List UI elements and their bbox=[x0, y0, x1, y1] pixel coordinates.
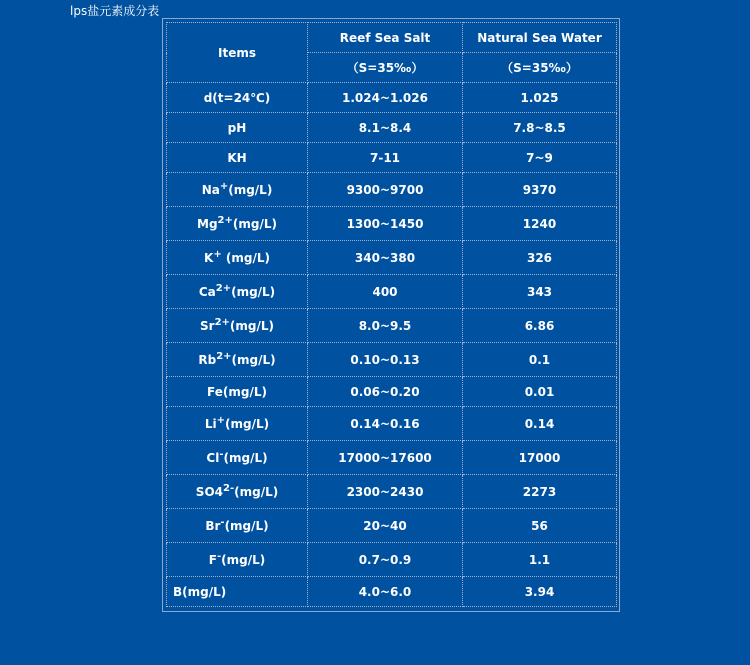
item-label-superscript: + bbox=[219, 180, 229, 192]
natural-sea-water-value: 7~9 bbox=[463, 143, 617, 173]
natural-sea-water-value: 1.1 bbox=[463, 543, 617, 577]
item-label-base: Fe(mg/L) bbox=[207, 384, 267, 399]
natural-sea-water-value: 0.14 bbox=[463, 407, 617, 441]
item-label-base: F bbox=[208, 552, 217, 567]
item-label bbox=[167, 83, 308, 113]
table-row bbox=[167, 509, 617, 543]
table-row bbox=[167, 275, 617, 309]
reef-sea-salt-value: 0.06~0.20 bbox=[308, 377, 463, 407]
item-label bbox=[167, 543, 308, 577]
item-label-base: Mg bbox=[197, 216, 218, 231]
item-label-base: Rb bbox=[198, 352, 217, 367]
item-label-superscript: - bbox=[219, 448, 224, 460]
header-items: Items bbox=[167, 23, 308, 83]
natural-sea-water-value: 7.8~8.5 bbox=[463, 113, 617, 143]
item-label-base: Ca bbox=[198, 284, 216, 299]
item-label-base: pH bbox=[227, 120, 247, 135]
reef-sea-salt-value: 8.0~9.5 bbox=[308, 309, 463, 343]
item-label-base: d(t=24℃) bbox=[203, 90, 271, 105]
item-label-unit: (mg/L) bbox=[234, 484, 279, 499]
table-row bbox=[167, 377, 617, 407]
reef-sea-salt-value: 0.7~0.9 bbox=[308, 543, 463, 577]
item-label-superscript: 2- bbox=[223, 482, 235, 494]
item-label-superscript: 2+ bbox=[215, 282, 232, 294]
page-title: lps盐元素成分表 bbox=[70, 4, 160, 18]
natural-sea-water-value: 0.01 bbox=[463, 377, 617, 407]
item-label bbox=[167, 207, 308, 241]
table-row bbox=[167, 475, 617, 509]
item-label bbox=[167, 441, 308, 475]
item-label-unit: (mg/L) bbox=[231, 284, 276, 299]
header-reef-sea-salt: Reef Sea Salt bbox=[308, 23, 463, 53]
natural-sea-water-value: 326 bbox=[463, 241, 617, 275]
table-row bbox=[167, 143, 617, 173]
item-label-superscript: - bbox=[216, 550, 222, 562]
item-label-base: Sr bbox=[200, 318, 215, 333]
natural-sea-water-value: 343 bbox=[463, 275, 617, 309]
header-natural-salinity: （S=35‰） bbox=[463, 53, 617, 83]
item-label-unit: (mg/L) bbox=[225, 416, 270, 431]
item-label bbox=[167, 577, 308, 607]
item-label bbox=[167, 309, 308, 343]
item-label-unit: (mg/L) bbox=[221, 250, 270, 265]
item-label-unit: (mg/L) bbox=[232, 216, 277, 231]
item-label-base: Li bbox=[204, 416, 217, 431]
item-label-base: SO4 bbox=[195, 484, 223, 499]
item-label bbox=[167, 377, 308, 407]
header-reef-salinity: （S=35‰） bbox=[308, 53, 463, 83]
composition-table bbox=[166, 22, 617, 607]
natural-sea-water-value: 2273 bbox=[463, 475, 617, 509]
reef-sea-salt-value: 400 bbox=[308, 275, 463, 309]
natural-sea-water-value: 6.86 bbox=[463, 309, 617, 343]
item-label-unit: (mg/L) bbox=[228, 182, 273, 197]
item-label-superscript: 2+ bbox=[216, 350, 232, 362]
reef-sea-salt-value: 0.10~0.13 bbox=[308, 343, 463, 377]
header-natural-sea-water: Natural Sea Water bbox=[463, 23, 617, 53]
natural-sea-water-value: 9370 bbox=[463, 173, 617, 207]
natural-sea-water-value: 0.1 bbox=[463, 343, 617, 377]
natural-sea-water-value: 3.94 bbox=[463, 577, 617, 607]
table-row bbox=[167, 309, 617, 343]
item-label bbox=[167, 407, 308, 441]
item-label-superscript: - bbox=[220, 516, 225, 528]
table-row bbox=[167, 83, 617, 113]
table-row bbox=[167, 343, 617, 377]
table-row bbox=[167, 577, 617, 607]
item-label bbox=[167, 241, 308, 275]
natural-sea-water-value: 17000 bbox=[463, 441, 617, 475]
reef-sea-salt-value: 7-11 bbox=[308, 143, 463, 173]
table-row bbox=[167, 241, 617, 275]
item-label-superscript: 2+ bbox=[214, 316, 230, 328]
item-label-superscript: 2+ bbox=[217, 214, 233, 226]
item-label-unit: (mg/L) bbox=[224, 518, 269, 533]
item-label bbox=[167, 173, 308, 207]
reef-sea-salt-value: 1.024~1.026 bbox=[308, 83, 463, 113]
item-label-unit: (mg/L) bbox=[221, 552, 266, 567]
item-label-superscript: + bbox=[213, 248, 222, 260]
natural-sea-water-value: 56 bbox=[463, 509, 617, 543]
reef-sea-salt-value: 17000~17600 bbox=[308, 441, 463, 475]
item-label-unit: (mg/L) bbox=[229, 318, 274, 333]
reef-sea-salt-value: 340~380 bbox=[308, 241, 463, 275]
item-label bbox=[167, 509, 308, 543]
table-row bbox=[167, 113, 617, 143]
item-label-base: Cl bbox=[206, 450, 220, 465]
item-label-unit: (mg/L) bbox=[223, 450, 268, 465]
natural-sea-water-value: 1.025 bbox=[463, 83, 617, 113]
item-label-unit: (mg/L) bbox=[231, 352, 276, 367]
item-label-superscript: + bbox=[216, 414, 226, 426]
item-label-base: Na bbox=[201, 182, 220, 197]
table-row bbox=[167, 407, 617, 441]
table-frame bbox=[162, 18, 620, 612]
table-row bbox=[167, 173, 617, 207]
natural-sea-water-value: 1240 bbox=[463, 207, 617, 241]
reef-sea-salt-value: 1300~1450 bbox=[308, 207, 463, 241]
reef-sea-salt-value: 4.0~6.0 bbox=[308, 577, 463, 607]
table-body bbox=[167, 23, 617, 607]
item-label bbox=[167, 275, 308, 309]
item-label bbox=[167, 143, 308, 173]
reef-sea-salt-value: 20~40 bbox=[308, 509, 463, 543]
table-row bbox=[167, 543, 617, 577]
item-label bbox=[167, 343, 308, 377]
reef-sea-salt-value: 0.14~0.16 bbox=[308, 407, 463, 441]
reef-sea-salt-value: 9300~9700 bbox=[308, 173, 463, 207]
table-row bbox=[167, 441, 617, 475]
item-label bbox=[167, 475, 308, 509]
item-label-base: B(mg/L) bbox=[173, 584, 227, 599]
item-label-base: KH bbox=[227, 150, 247, 165]
item-label-base: K bbox=[204, 250, 214, 265]
reef-sea-salt-value: 8.1~8.4 bbox=[308, 113, 463, 143]
header-row bbox=[167, 23, 617, 53]
item-label bbox=[167, 113, 308, 143]
table-row bbox=[167, 207, 617, 241]
reef-sea-salt-value: 2300~2430 bbox=[308, 475, 463, 509]
item-label-base: Br bbox=[205, 518, 221, 533]
